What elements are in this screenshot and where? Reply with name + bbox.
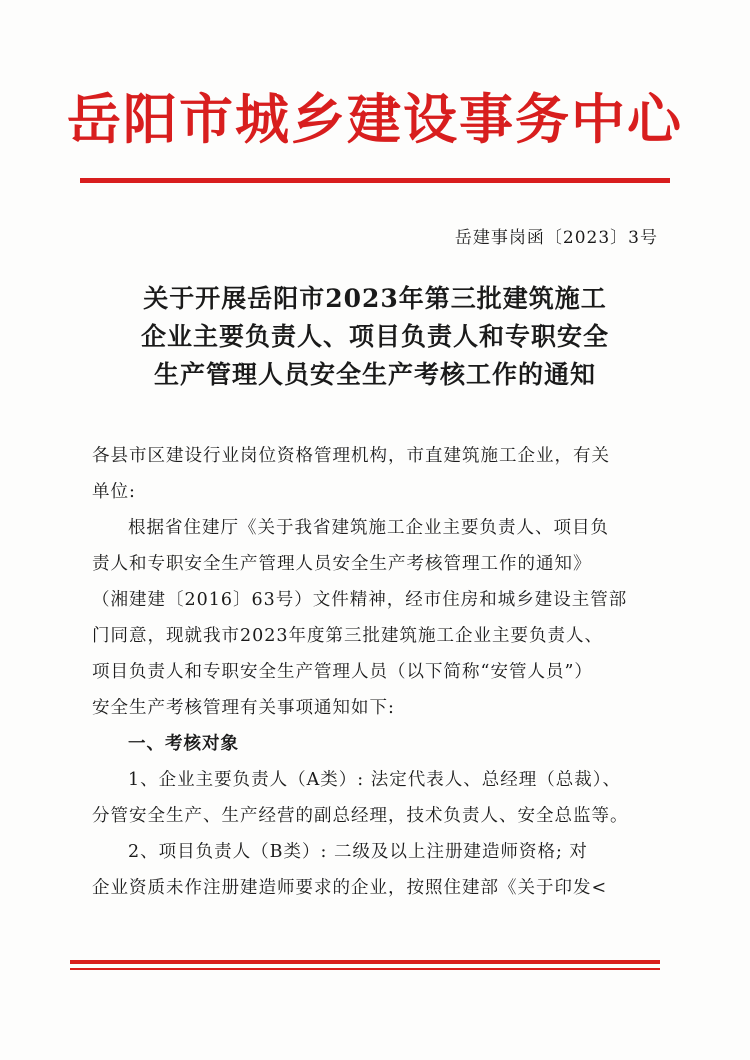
body-line: 责人和专职安全生产管理人员安全生产考核管理工作的通知》 [92,554,592,574]
body-line: 2、项目负责人（B类）: 二级及以上注册建造师资格; 对 [128,842,588,862]
letterhead-title: 岳阳市城乡建设事务中心 [67,88,683,151]
body-line: 企业资质未作注册建造师要求的企业，按照住建部《关于印发< [92,878,608,898]
body-line: 安全生产考核管理有关事项通知如下: [92,698,395,718]
salutation-line: 各县市区建设行业岗位资格管理机构，市直建筑施工企业，有关 [92,446,610,466]
document-number: 岳建事岗函〔2023〕3号 [454,228,658,248]
body-line: （湘建建〔2016〕63号）文件精神，经市住房和城乡建设主管部 [92,590,628,610]
body-line: 分管安全生产、生产经营的副总经理，技术负责人、安全总监等。 [92,806,629,826]
body-line: 1、企业主要负责人（A类）: 法定代表人、总经理（总裁）、 [128,770,621,790]
title-line: 生产管理人员安全生产考核工作的通知 [153,360,596,389]
title-line: 企业主要负责人、项目负责人和专职安全 [140,322,609,351]
body-line: 项目负责人和专职安全生产管理人员（以下简称“安管人员”） [92,662,593,682]
document-body [92,438,662,906]
footer-divider-thin [70,968,660,970]
salutation-line: 单位: [92,482,136,502]
title-line: 关于开展岳阳市2023年第三批建筑施工 [143,284,607,313]
section-heading: 一、考核对象 [128,734,239,754]
letterhead-divider [80,178,670,183]
document-title [90,280,660,394]
footer-divider [70,960,660,964]
body-line: 根据省住建厅《关于我省建筑施工企业主要负责人、项目负 [128,518,609,538]
body-line: 门同意，现就我市2023年度第三批建筑施工企业主要负责人、 [92,626,604,646]
